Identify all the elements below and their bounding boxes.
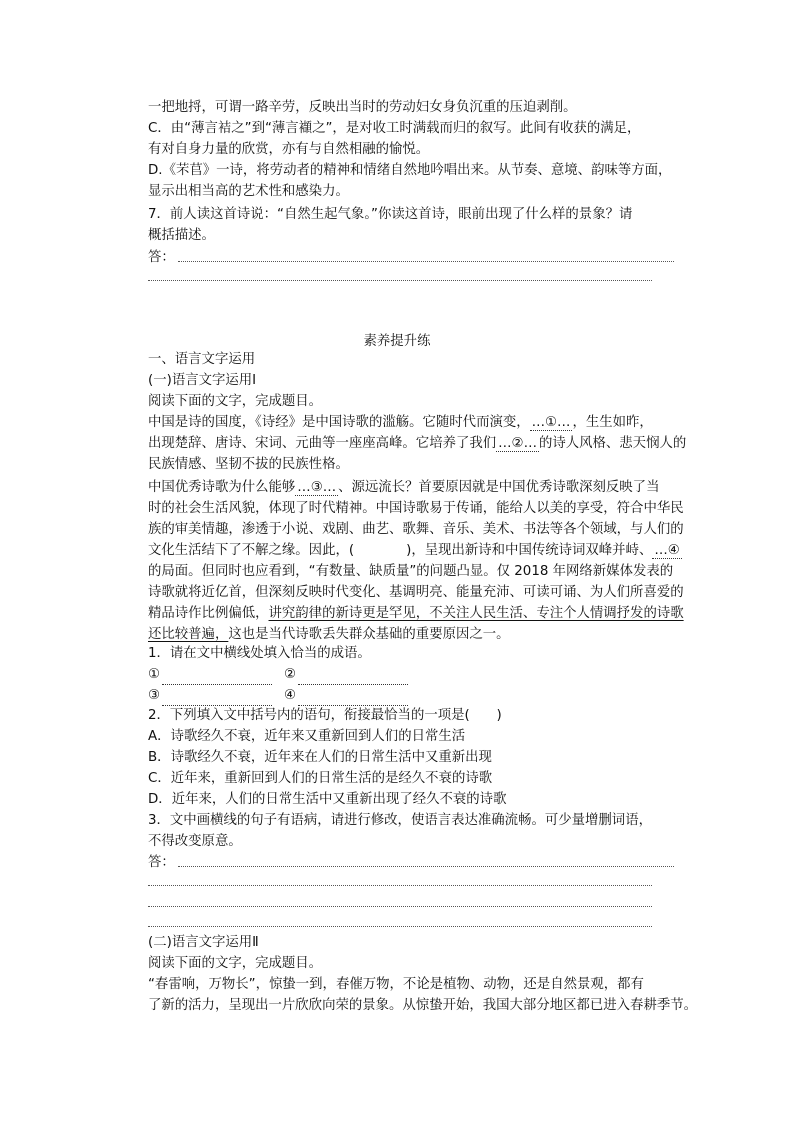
passage-line: 的局面。但同时也应看到，“有数量、缺质量”的问题凸显。仅 2018 年网络新媒体发表的	[148, 564, 674, 579]
question-3: 3．文中画横线的句子有语病，请进行修改，使语言表达准确流畅。可少量增删词语，	[148, 813, 652, 828]
text-line: 有对自身力量的欣赏，亦有与自然相融的愉悦。	[148, 142, 430, 157]
passage-line	[148, 625, 678, 645]
blank-mark: ④	[667, 543, 680, 558]
passage-text: ，生生如昨，	[572, 415, 653, 430]
option-a[interactable]: A．诗歌经久不衰，近年来又重新回到人们的日常生活	[148, 729, 466, 744]
answer-mark: ①	[148, 667, 161, 682]
question-2: 2．下列填入文中括号内的语句，衔接最恰当的一项是( )	[148, 708, 502, 723]
answer-line[interactable]	[148, 906, 652, 907]
option-b[interactable]: B．诗歌经久不衰，近年来在人们的日常生活中又重新出现	[148, 750, 492, 765]
passage-line: 时的社会生活风貌，体现了时代精神。中国诗歌易于传诵，能给人以美的享受，符合中华民	[148, 501, 684, 516]
passage-line	[148, 413, 678, 433]
answer-row	[148, 665, 678, 685]
blank-4[interactable]: …④	[654, 543, 680, 558]
instruction: 阅读下面的文字，完成题目。	[148, 956, 323, 971]
passage-text: )，呈现出新诗和中国传统诗词双峰并峙、	[406, 543, 653, 558]
text-line: 概括描述。	[148, 228, 215, 243]
answer-line[interactable]	[178, 261, 674, 262]
answer-mark: ②	[284, 667, 297, 682]
passage-line	[148, 604, 684, 624]
passage-text: 这也是当代诗歌丢失群众基础的重要原因之一。	[228, 627, 510, 642]
answer-mark: ④	[284, 688, 297, 703]
passage-line: 了新的活力，呈现出一片欣欣向荣的景象。从惊蛰开始，我国大部分地区都已进入春耕季节。	[148, 998, 698, 1013]
text-line: 一把地捋，可谓一路辛劳，反映出当时的劳动妇女身负沉重的压迫剥削。	[148, 100, 577, 115]
sub-heading: (二)语言文字运用Ⅱ	[148, 935, 259, 950]
instruction: 阅读下面的文字，完成题目。	[148, 394, 323, 409]
passage-line: 诗歌就将近亿首，但深刻反映时代变化、基调明亮、能量充沛、可读可诵、为人们所喜爱的	[148, 585, 684, 600]
passage-line	[148, 434, 687, 454]
passage-line	[148, 541, 678, 561]
passage-text: 文化生活结下了不解之缘。因此，(	[148, 543, 355, 558]
passage-text: 、源远流长？首要原因就是中国优秀诗歌深刻反映了当	[338, 480, 660, 495]
section-title: 素养提升练	[363, 334, 431, 349]
question-7: 7．前人读这首诗说：“自然生起气象。”你读这首诗，眼前出现了什么样的景象？请	[148, 207, 633, 222]
passage-line	[148, 478, 678, 498]
passage-line: “春雷响，万物长”，惊蛰一到，春催万物，不论是植物、动物，还是自然景观，都有	[148, 977, 644, 992]
answer-label: 答：	[148, 855, 175, 870]
answer-row	[148, 686, 678, 706]
part-heading: 一、语言文字运用	[148, 352, 256, 367]
passage-line: 族的审美情趣，渗透于小说、戏剧、曲艺、歌舞、音乐、美术、书法等各个领域，与人们的	[148, 522, 684, 537]
blank-3[interactable]: …③…	[297, 480, 337, 495]
answer-line[interactable]	[178, 866, 674, 867]
passage-text: 出现楚辞、唐诗、宋词、元曲等一座座高峰。它培养了我们	[148, 436, 497, 451]
passage-text: 的诗人风格、悲天悯人的	[538, 436, 687, 451]
answer-line[interactable]	[148, 280, 652, 281]
blank-mark: ②	[511, 436, 524, 451]
blank-mark: ③	[310, 480, 323, 495]
sub-heading: (一)语言文字运用Ⅰ	[148, 373, 257, 388]
option-c: C．由“薄言袺之”到“薄言襭之”，是对收工时满载而归的叙写。此间有收获的满足，	[148, 121, 641, 136]
question-1: 1．请在文中横线处填入恰当的成语。	[148, 646, 371, 661]
blank-2[interactable]: …②…	[498, 436, 537, 451]
text-line: 不得改变原意。	[148, 834, 242, 849]
underlined-sentence: 还比较普遍，	[148, 627, 229, 642]
answer-line[interactable]	[148, 885, 652, 886]
passage-text: 中国优秀诗歌为什么能够	[148, 480, 296, 495]
option-d[interactable]: D．近年来，人们的日常生活中又重新出现了经久不衰的诗歌	[148, 792, 507, 807]
passage-text: 中国是诗的国度，《诗经》是中国诗歌的滥觞。它随时代而演变，	[148, 415, 530, 430]
passage-line: 民族情感、坚韧不拔的民族性格。	[148, 457, 349, 472]
underlined-sentence: 讲究韵律的新诗更是罕见，不关注人民生活、专注个人情调抒发的诗歌	[268, 606, 684, 621]
answer-blank-1[interactable]	[162, 684, 272, 685]
answer-blank-2[interactable]	[298, 684, 408, 685]
blank-1[interactable]: …①…	[531, 415, 571, 430]
option-c[interactable]: C．近年来，重新回到人们的日常生活的是经久不衰的诗歌	[148, 771, 493, 786]
option-d: D.《芣苢》一诗，将劳动者的精神和情绪自然地吟唱出来。从节奏、意境、韵味等方面，	[148, 163, 672, 178]
blank-mark: ①	[545, 415, 558, 430]
passage-text: 精品诗作比例偏低，	[148, 606, 269, 621]
answer-mark: ③	[148, 688, 161, 703]
answer-label: 答：	[148, 250, 175, 265]
answer-line[interactable]	[148, 926, 652, 927]
text-line: 显示出相当高的艺术性和感染力。	[148, 184, 349, 199]
